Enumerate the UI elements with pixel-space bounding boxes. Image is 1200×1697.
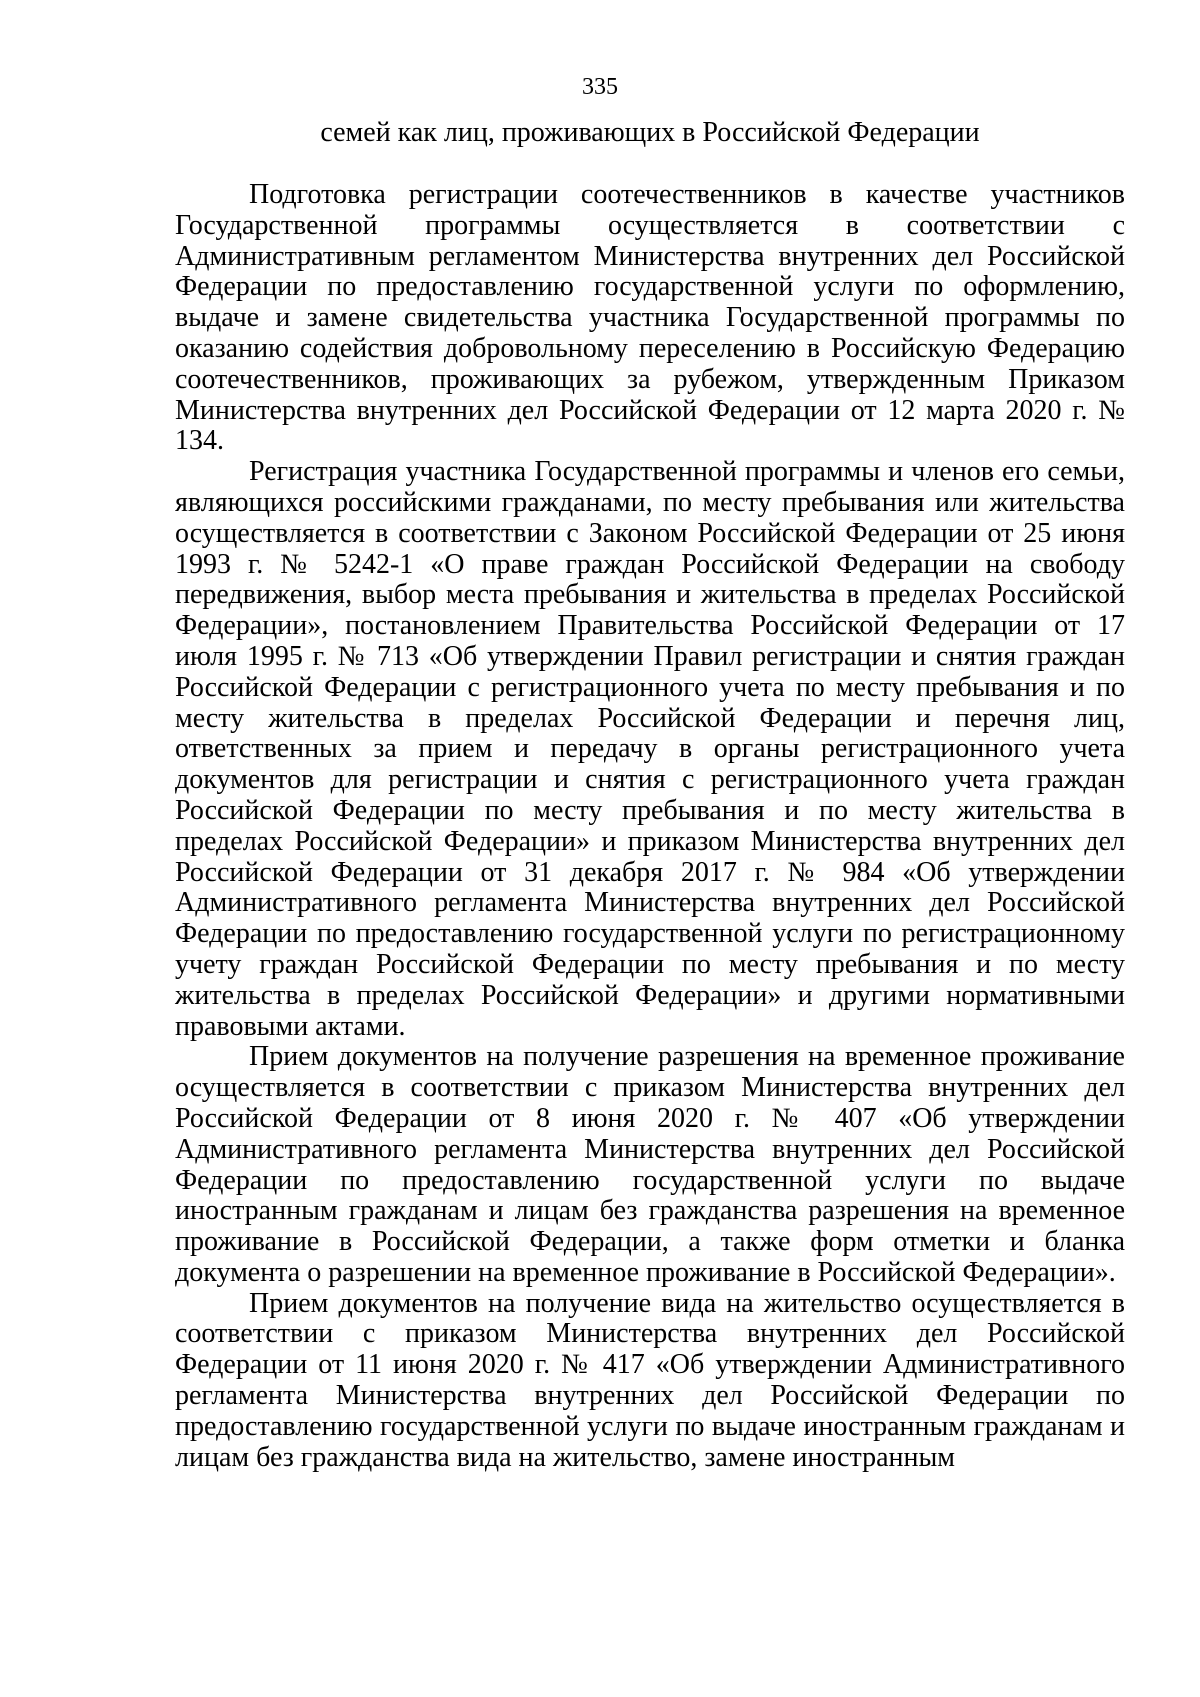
paragraph: Подготовка регистрации соотечественников в качестве участников Государственной программы осуществляется в соответствии с Административным регламентом Министерства внутренних дел Российской Федерации по предоставлению государственной услуги по оформлению, выдаче и замене свидетельства участника Государственной программы по оказанию содействия добровольному переселению в Российскую Федерацию соотечественников, проживающих за рубежом, утвержденным Приказом Министерства внутренних дел Российской Федерации от 12 марта 2020 г. № 134.	[175, 179, 1125, 457]
paragraph: Регистрация участника Государственной программы и членов его семьи, являющихся российскими гражданами, по месту пребывания или жительства осуществляется в соответствии с Законом Российской Федерации от 25 июня 1993 г. № 5242-1 «О праве граждан Российской Федерации на свободу передвижения, выбор места пребывания и жительства в пределах Российской Федерации», постановлением Правительства Российской Федерации от 17 июля 1995 г. № 713 «Об утверждении Правил регистрации и снятия граждан Российской Федерации с регистрационного учета по месту пребывания и по месту жительства в пределах Российской Федерации и перечня лиц, ответственных за прием и передачу в органы регистрационного учета документов для регистрации и снятия с регистрационного учета граждан Российской Федерации по месту пребывания и по месту жительства в пределах Российской Федерации» и приказом Министерства внутренних дел Российской Федерации от 31 декабря 2017 г. № 984 «Об утверждении Административного регламента Министерства внутренних дел Российской Федерации по предоставлению государственной услуги по регистрационному учету граждан Российской Федерации по месту пребывания и по месту жительства в пределах Российской Федерации» и другими нормативными правовыми актами.	[175, 456, 1125, 1042]
document-body	[175, 180, 1125, 1473]
continuation-line: семей как лиц, проживающих в Российской Федерации	[320, 117, 980, 148]
paragraph: Прием документов на получение вида на жительство осуществляется в соответствии с приказом Министерства внутренних дел Российской Федерации от 11 июня 2020 г. № 417 «Об утверждении Административного регламента Министерства внутренних дел Российской Федерации по предоставлению государственной услуги по выдаче иностранным гражданам и лицам без гражданства вида на жительство, замене иностранным	[175, 1287, 1125, 1473]
paragraph: Прием документов на получение разрешения на временное проживание осуществляется в соответствии с приказом Министерства внутренних дел Российской Федерации от 8 июня 2020 г. № 407 «Об утверждении Административного регламента Министерства внутренних дел Российской Федерации по предоставлению государственной услуги по выдаче иностранным гражданам и лицам без гражданства разрешения на временное проживание в Российской Федерации, а также форм отметки и бланка документа о разрешении на временное проживание в Российской Федерации».	[175, 1041, 1125, 1288]
page-number: 335	[582, 74, 618, 100]
